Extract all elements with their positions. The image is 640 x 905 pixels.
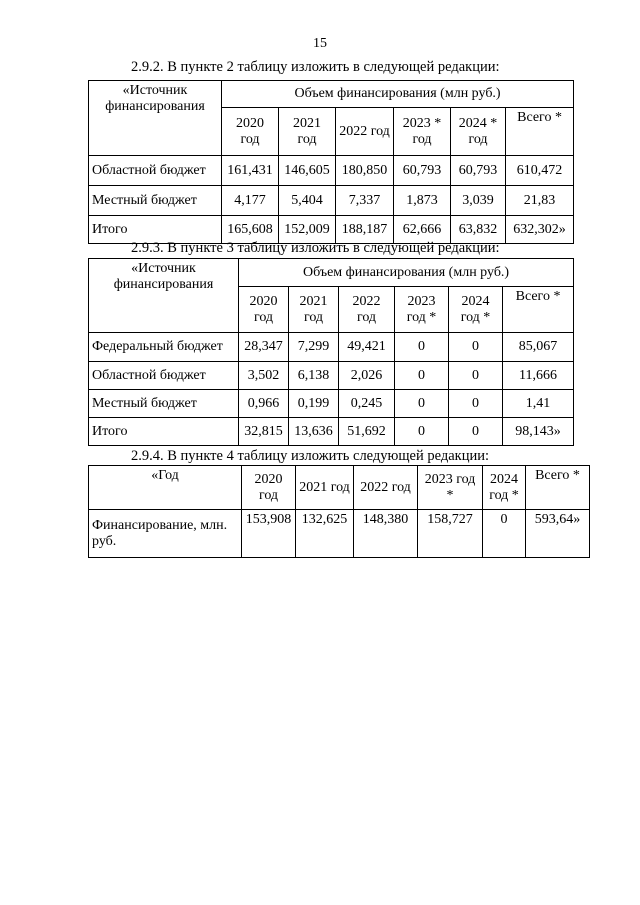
cell-value: 0 [449, 390, 503, 418]
table-row [89, 186, 574, 216]
row-label: Местный бюджет [89, 186, 222, 216]
total-header: Всего * [506, 108, 574, 156]
cell-value: 632,302» [506, 216, 574, 244]
cell-value: 161,431 [222, 156, 279, 186]
row-label: Итого [89, 418, 239, 446]
cell-value: 11,666 [503, 362, 574, 390]
volume-header: Объем финансирования (млн руб.) [222, 81, 574, 108]
year-header: 2024 год * [449, 287, 503, 333]
cell-value: 188,187 [336, 216, 394, 244]
year-header: 2023 год * [395, 287, 449, 333]
total-header: Всего * [526, 466, 590, 510]
cell-value: 158,727 [418, 510, 483, 558]
year-header: 2022 год [339, 287, 395, 333]
cell-value: 51,692 [339, 418, 395, 446]
cell-value: 152,009 [279, 216, 336, 244]
cell-value: 132,625 [296, 510, 354, 558]
cell-value: 62,666 [394, 216, 451, 244]
year-header: 2020 год [222, 108, 279, 156]
cell-value: 0 [449, 418, 503, 446]
cell-value: 1,873 [394, 186, 451, 216]
table-row [89, 418, 574, 446]
year-header: 2023 год * [418, 466, 483, 510]
cell-value: 593,64» [526, 510, 590, 558]
cell-value: 610,472 [506, 156, 574, 186]
cell-value: 28,347 [239, 333, 289, 362]
funding-table-2-9-4 [88, 465, 590, 558]
year-header: 2020 год [239, 287, 289, 333]
cell-value: 60,793 [394, 156, 451, 186]
funding-table-2-9-3 [88, 258, 574, 446]
cell-value: 21,83 [506, 186, 574, 216]
cell-value: 0 [395, 418, 449, 446]
cell-value: 0 [395, 362, 449, 390]
year-header: 2024 * год [451, 108, 506, 156]
cell-value: 1,41 [503, 390, 574, 418]
cell-value: 6,138 [289, 362, 339, 390]
cell-value: 13,636 [289, 418, 339, 446]
cell-value: 0 [483, 510, 526, 558]
cell-value: 148,380 [354, 510, 418, 558]
table-row [89, 156, 574, 186]
year-header: 2020 год [242, 466, 296, 510]
cell-value: 0,966 [239, 390, 289, 418]
volume-header: Объем финансирования (млн руб.) [239, 259, 574, 287]
cell-value: 2,026 [339, 362, 395, 390]
table-row [89, 333, 574, 362]
cell-value: 0 [449, 333, 503, 362]
cell-value: 4,177 [222, 186, 279, 216]
year-header: 2022 год [336, 108, 394, 156]
source-header: «Источник финансирования [89, 81, 222, 156]
cell-value: 98,143» [503, 418, 574, 446]
total-header: Всего * [503, 287, 574, 333]
cell-value: 165,608 [222, 216, 279, 244]
row-label: Финансирование, млн. руб. [89, 510, 242, 558]
table-row [89, 390, 574, 418]
section-heading-2-9-4: 2.9.4. В пункте 4 таблицу изложить следующей редакции: [131, 448, 490, 464]
source-header: «Источник финансирования [89, 259, 239, 333]
row-label: Местный бюджет [89, 390, 239, 418]
cell-value: 7,299 [289, 333, 339, 362]
row-label: Областной бюджет [89, 156, 222, 186]
cell-value: 180,850 [336, 156, 394, 186]
cell-value: 3,502 [239, 362, 289, 390]
table-row [89, 362, 574, 390]
cell-value: 0 [449, 362, 503, 390]
section-heading-2-9-2: 2.9.2. В пункте 2 таблицу изложить в следующей редакции: [131, 59, 500, 75]
table-row [89, 510, 590, 558]
funding-table-2-9-2 [88, 80, 574, 244]
cell-value: 0,199 [289, 390, 339, 418]
section-heading-2-9-3: 2.9.3. В пункте 3 таблицу изложить в следующей редакции: [131, 240, 500, 256]
cell-value: 63,832 [451, 216, 506, 244]
cell-value: 5,404 [279, 186, 336, 216]
year-header: 2021 год [289, 287, 339, 333]
row-label: Итого [89, 216, 222, 244]
cell-value: 0 [395, 390, 449, 418]
cell-value: 0 [395, 333, 449, 362]
year-label: «Год [89, 466, 242, 510]
cell-value: 60,793 [451, 156, 506, 186]
year-header: 2021 год [279, 108, 336, 156]
cell-value: 32,815 [239, 418, 289, 446]
cell-value: 49,421 [339, 333, 395, 362]
cell-value: 146,605 [279, 156, 336, 186]
year-header: 2022 год [354, 466, 418, 510]
page-number: 15 [313, 36, 327, 51]
row-label: Федеральный бюджет [89, 333, 239, 362]
year-header: 2024 год * [483, 466, 526, 510]
year-header: 2023 * год [394, 108, 451, 156]
cell-value: 0,245 [339, 390, 395, 418]
row-label: Областной бюджет [89, 362, 239, 390]
cell-value: 85,067 [503, 333, 574, 362]
cell-value: 153,908 [242, 510, 296, 558]
year-header: 2021 год [296, 466, 354, 510]
cell-value: 7,337 [336, 186, 394, 216]
cell-value: 3,039 [451, 186, 506, 216]
